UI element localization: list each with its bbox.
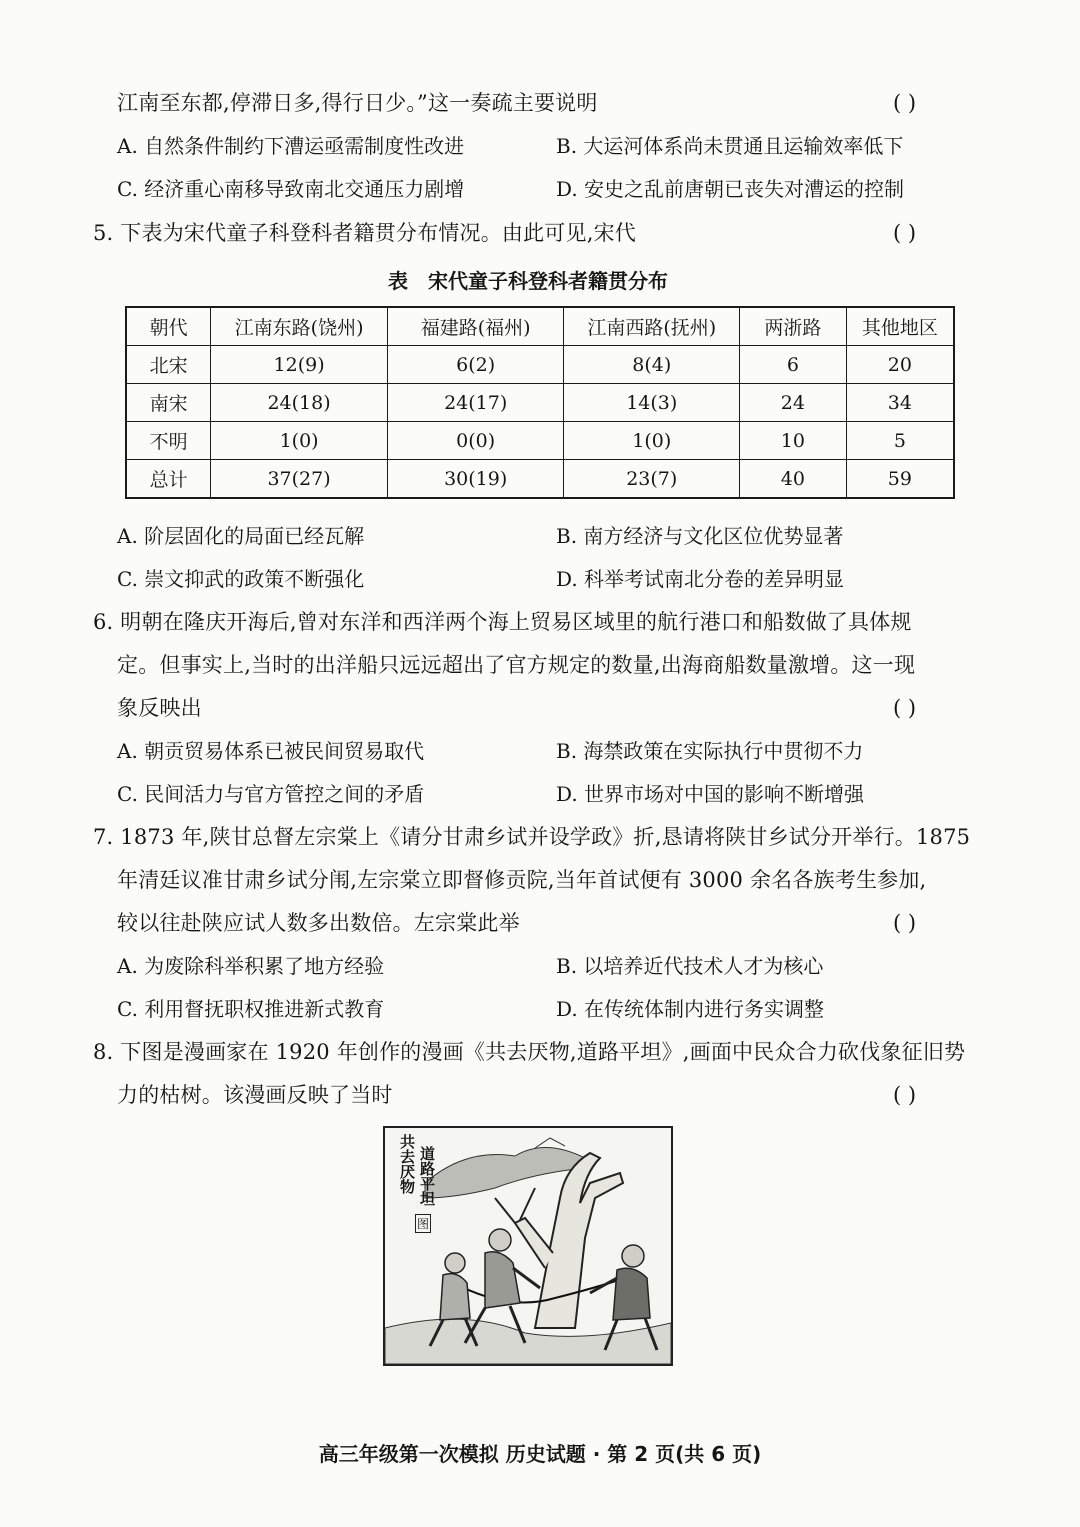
q7-answer-paren: ( )	[893, 911, 917, 935]
page-footer: 高三年级第一次模拟 历史试题 · 第 2 页(共 6 页)	[318, 1442, 762, 1466]
q6-stem-line-1: 6. 明朝在隆庆开海后,曾对东洋和西洋两个海上贸易区域里的航行港口和船数做了具体规	[93, 610, 912, 634]
table-cell: 24(17)	[387, 384, 564, 422]
q5-data-table	[125, 306, 955, 499]
cartoon-title-col-1: 共去厌物	[398, 1134, 416, 1194]
q5-table-caption: 表 宋代童子科登科者籍贯分布	[388, 269, 668, 293]
table-cell: 34	[846, 384, 954, 422]
table-cell: 1(0)	[211, 422, 388, 460]
table-cell: 12(9)	[211, 346, 388, 384]
cartoon-illustration	[383, 1126, 673, 1366]
q8-stem-line-2: 力的枯树。该漫画反映了当时	[117, 1083, 393, 1107]
table-row	[126, 460, 954, 499]
q5-option-c: C. 崇文抑武的政策不断强化	[117, 567, 365, 591]
table-cell: 14(3)	[564, 384, 740, 422]
q6-option-d: D. 世界市场对中国的影响不断增强	[556, 782, 865, 806]
table-cell: 6	[740, 346, 847, 384]
q6-stem-line-3: 象反映出	[117, 696, 202, 720]
table-cell: 30(19)	[387, 460, 564, 499]
ground-shape	[385, 1319, 671, 1364]
tree-branch	[515, 1218, 553, 1268]
table-cell: 20	[846, 346, 954, 384]
table-header-cell: 两浙路	[740, 307, 847, 346]
table-cell: 1(0)	[564, 422, 740, 460]
table-row	[126, 346, 954, 384]
q6-option-c: C. 民间活力与官方管控之间的矛盾	[117, 782, 425, 806]
table-cell: 24(18)	[211, 384, 388, 422]
q4-stem-tail: 江南至东都,停滞日多,得行日少。”这一奏疏主要说明	[117, 91, 598, 115]
table-cell: 24	[740, 384, 847, 422]
table-cell: 10	[740, 422, 847, 460]
q8-stem-line-1: 8. 下图是漫画家在 1920 年创作的漫画《共去厌物,道路平坦》,画面中民众合力砍伐象征旧势	[93, 1040, 966, 1064]
q7-stem-line-3: 较以往赴陕应试人数多出数倍。左宗棠此举	[117, 911, 520, 935]
q5-answer-paren: ( )	[893, 221, 917, 245]
q4-option-b: B. 大运河体系尚未贯通且运输效率低下	[556, 134, 904, 158]
table-cell: 北宋	[126, 346, 211, 384]
table-cell: 总计	[126, 460, 211, 499]
q7-option-b: B. 以培养近代技术人才为核心	[556, 954, 824, 978]
q6-answer-paren: ( )	[893, 696, 917, 720]
table-cell: 6(2)	[387, 346, 564, 384]
dead-tree-trunk	[535, 1153, 623, 1328]
table-cell: 8(4)	[564, 346, 740, 384]
q4-option-c: C. 经济重心南移导致南北交通压力剧增	[117, 177, 465, 201]
q7-option-c: C. 利用督抚职权推进新式教育	[117, 997, 385, 1021]
table-header-cell: 江南西路(抚州)	[564, 307, 740, 346]
q4-answer-paren: ( )	[893, 91, 917, 115]
tree-twigs	[495, 1188, 535, 1223]
table-header-cell: 其他地区	[846, 307, 954, 346]
q6-stem-line-2: 定。但事实上,当时的出洋船只远远超出了官方规定的数量,出海商船数量激增。这一现	[117, 653, 916, 677]
table-header-row	[126, 307, 954, 346]
q8-answer-paren: ( )	[893, 1083, 917, 1107]
cartoon-seal: 图	[415, 1214, 431, 1233]
table-header-cell: 福建路(福州)	[387, 307, 564, 346]
table-row	[126, 422, 954, 460]
cartoon-title-col-2: 道路平坦	[418, 1146, 436, 1206]
q6-option-b: B. 海禁政策在实际执行中贯彻不力	[556, 739, 864, 763]
bird-shape	[535, 1138, 565, 1148]
table-cell: 不明	[126, 422, 211, 460]
table-cell: 59	[846, 460, 954, 499]
q5-stem: 5. 下表为宋代童子科登科者籍贯分布情况。由此可见,宋代	[93, 221, 636, 245]
q4-option-a: A. 自然条件制约下漕运亟需制度性改进	[117, 134, 465, 158]
q7-option-d: D. 在传统体制内进行务实调整	[556, 997, 825, 1021]
table-cell: 南宋	[126, 384, 211, 422]
table-cell: 0(0)	[387, 422, 564, 460]
q4-option-d: D. 安史之乱前唐朝已丧失对漕运的控制	[556, 177, 905, 201]
q5-option-a: A. 阶层固化的局面已经瓦解	[117, 524, 365, 548]
table-cell: 23(7)	[564, 460, 740, 499]
q5-option-d: D. 科举考试南北分卷的差异明显	[556, 567, 845, 591]
table-header-cell: 江南东路(饶州)	[211, 307, 388, 346]
table-row	[126, 384, 954, 422]
q6-option-a: A. 朝贡贸易体系已被民间贸易取代	[117, 739, 425, 763]
q7-stem-line-1: 7. 1873 年,陕甘总督左宗棠上《请分甘肃乡试并设学政》折,恳请将陕甘乡试分开举行。1875	[93, 825, 971, 849]
table-cell: 5	[846, 422, 954, 460]
q5-option-b: B. 南方经济与文化区位优势显著	[556, 524, 844, 548]
q7-stem-line-2: 年清廷议准甘肃乡试分闱,左宗棠立即督修贡院,当年首试便有 3000 余名各族考生参加,	[117, 868, 927, 892]
table-header-cell: 朝代	[126, 307, 211, 346]
q7-option-a: A. 为废除科举积累了地方经验	[117, 954, 385, 978]
table-cell: 40	[740, 460, 847, 499]
table-cell: 37(27)	[211, 460, 388, 499]
